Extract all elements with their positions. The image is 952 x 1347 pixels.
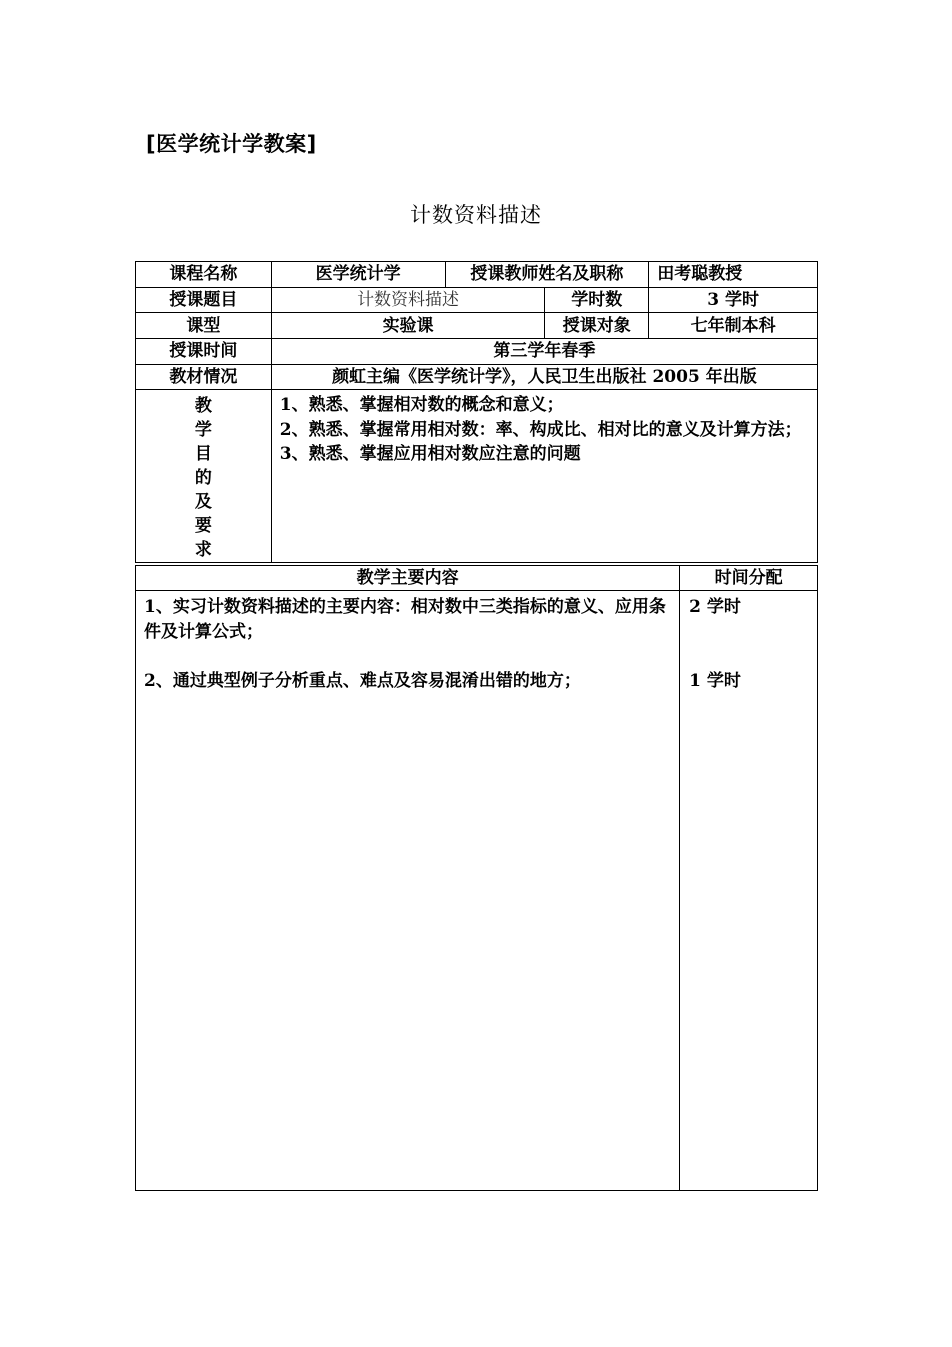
type-label: 课型 [136,313,272,339]
table-row [136,313,818,339]
goals-label-char: 的 [194,468,212,489]
teacher-label: 授课教师姓名及职称 [445,262,649,288]
audience-value: 七年制本科 [649,313,818,339]
hours-label: 学时数 [545,287,649,313]
table-row [136,390,818,563]
goals-label-char: 教 [194,396,212,417]
content-item: 1、实习计数资料描述的主要内容：相对数中三类指标的意义、应用条件及计算公式； [144,597,666,642]
goals-label-char: 要 [194,516,212,537]
time-value: 第三学年春季 [271,339,817,365]
textbook-label: 教材情况 [136,364,272,390]
table-row [136,339,818,365]
course-value: 医学统计学 [271,262,445,288]
textbook-value: 颜虹主编《医学统计学》，人民卫生出版社 2005 年出版 [271,364,817,390]
table-row [136,566,818,591]
goals-label-char: 学 [194,420,212,441]
topic-label: 授课题目 [136,287,272,313]
goal-item: 3、熟悉、掌握应用相对数应注意的问题 [279,444,581,465]
goals-label-char: 求 [194,540,212,561]
goals-label-char: 及 [194,492,212,513]
topic-value: 计数资料描述 [271,287,545,313]
goal-item: 1、熟悉、掌握相对数的概念和意义； [279,395,564,416]
goals-label-char: 目 [194,444,212,465]
content-table [135,565,818,1191]
document-header: [医学统计学教案] [146,132,317,156]
time-body [680,591,818,1191]
teacher-value: 田考聪教授 [649,262,818,288]
goal-item: 2、熟悉、掌握常用相对数：率、构成比、相对比的意义及计算方法； [279,419,802,440]
type-value: 实验课 [271,313,545,339]
course-info-table [135,261,818,563]
table-row [136,591,818,1191]
time-item: 1 学时 [689,670,741,691]
content-item: 2、通过典型例子分析重点、难点及容易混淆出错的地方； [144,670,581,691]
page-title: 计数资料描述 [410,203,542,227]
content-body [136,591,680,1191]
time-allocation-header: 时间分配 [680,566,818,591]
table-row [136,364,818,390]
audience-label: 授课对象 [545,313,649,339]
course-label: 课程名称 [136,262,272,288]
table-row [136,287,818,313]
goals-label [136,390,272,563]
content-header: 教学主要内容 [136,566,680,591]
goals-list [271,390,817,563]
table-row [136,262,818,288]
time-label: 授课时间 [136,339,272,365]
hours-value: 3 学时 [649,287,818,313]
time-item: 2 学时 [689,597,741,617]
